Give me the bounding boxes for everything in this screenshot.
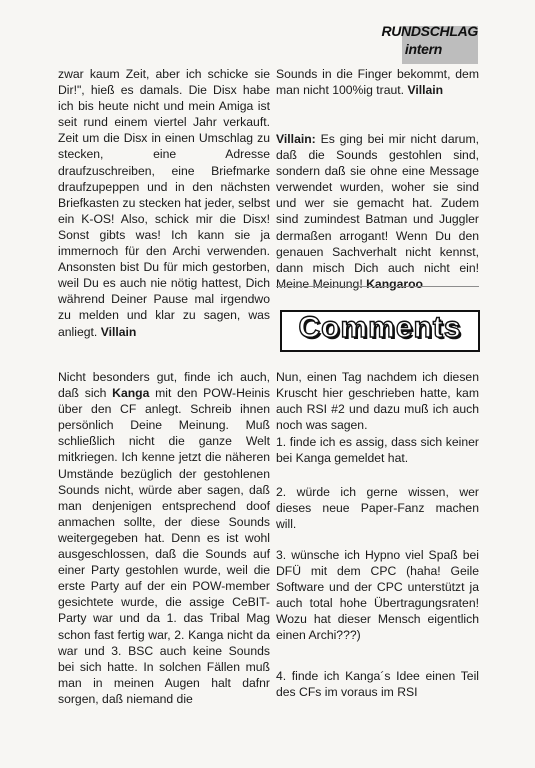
right-paragraph-1: Sounds in die Finger bekommt, dem man nicht 100%ig traut. Villain [276,67,479,98]
comments-item-4: 4. finde ich Kanga´s Idee einen Teil des CFs im voraus im RSI [276,669,479,700]
signature-villain-2: Villain [407,83,444,98]
comments-item-3: 3. wünsche ich Hypno viel Spaß bei DFÜ mit dem CPC (haha! Geile Software und der CPC unterstützt ja auch total hohe Übertragungsraten! Wozu hat dieser Mensch eigentlich einen Archi???) [276,548,479,643]
comments-heading: Comments [298,311,462,344]
comments-item-2: 2. würde ich gerne wissen, wer dieses neue Paper-Fanz machen will. [276,485,479,532]
comments-banner [280,310,480,352]
logo-subtitle: intern [404,41,442,57]
section-divider [276,286,479,287]
logo-title: RUNDSCHLAG [381,23,478,39]
comments-item-1: 1. finde ich es assig, dass sich keiner bei Kanga gemeldet hat. [276,435,479,466]
left-paragraph-2: Nicht besonders gut, finde ich auch, daß sich Kanga mit den POW-Heinis über den CF anlegt. Schreib ihnen persönlich Deine Meinung. Muß schließlich nicht die ganze Welt mitkriegen. Ich kenne jetzt die näheren Umstände bezüglich der gestohlenen Sounds nicht, würde aber sagen, daß man denjenigen entsprechend doof anmachen sollte, der diese Sounds weitergegeben hat. Denn es ist wohl ausgeschlossen, daß die Sounds auf einer Party gestohlen wurde, weil die erste Party auf der ein POW-member gesichtete wurde, die assige CeBIT-Party war und da 1. das Tribal Mag schon fast fertig war, 2. Kanga nicht da war und 3. BSC auch keine Sounds bei sich hatte. In solchen Fällen muß man in meinen Augen halt dafnr sorgen, daß niemand die [58,370,270,706]
comments-intro: Nun, einen Tag nachdem ich diesen Kruscht hier geschrieben hatte, kam auch RSI #2 und dazu muß ich auch noch was sagen. [276,370,479,433]
left-column-bottom [58,369,270,707]
right-column-top [276,66,479,98]
left-paragraph-1: zwar kaum Zeit, aber ich schicke sie Dir!", hieß es damals. Die Disx habe ich bis heute nicht und mein Amiga ist seit rund einem viertel Jahr verkauft. Zeit um die Disx in einen Umschlag zu stecken, eine Adresse draufzuschreiben, eine Briefmarke draufzupeppen und in den nächsten Briefkasten zu stecken hat jeder, selbst ein K-OS! Also, schick mir die Disx! Sonst gibts was! Ich kann sie ja immernoch für den Archi verwenden. Ansonsten bist Du für mich gestorben, weil Du es auch nie nötig hattest, Dich während Deiner Pause mal irgendwo zu melden und klar zu sagen, was anliegt. Villain [58,67,270,339]
reply-lead-villain: Villain: [276,132,316,146]
right-paragraph-2: Villain: Es ging bei mir nicht darum, daß die Sounds gestohlen sind, sondern daß sie ohne eine Message verwendet wurden, woher sie sind und wer sie gemacht hat. Zudem sind zumindest Batman und Juggler dermaßen arrogant! Wenn Du den genauen Sachverhalt nicht kennst, dann misch Dich auch nicht ein! Meine Meinung! Kangaroo [276,132,479,291]
signature-villain: Villain [100,324,137,339]
name-kanga: Kanga [112,386,150,401]
signature-kangaroo: Kangaroo [366,276,423,291]
right-column-reply [276,131,479,292]
left-column-top [58,66,270,340]
rundschlag-intern-logo [362,22,478,64]
